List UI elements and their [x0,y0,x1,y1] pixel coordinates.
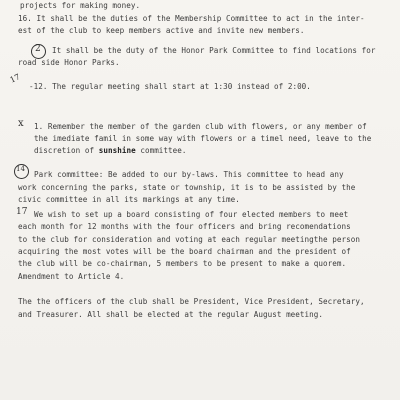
x-mark: x [18,118,24,129]
text-line: the club will be co-chairman, 5 members to be present to make a quorem. [18,259,347,268]
text-line: projects for making money. [20,1,141,10]
text-line: to the club for consideration and voting at each regular meetingthe person [18,235,361,244]
circled-number-2: 2 [31,44,45,58]
handwritten-number-17: 17 [16,207,28,217]
text-line: The the officers of the club shall be President, Vice President, Secretary, [18,297,365,306]
text-line: road side Honor Parks. [18,58,120,67]
text-line: discretion of sunshine committee. [34,146,187,155]
text-line: each month for 12 months with the four officers and bring recomendations [18,222,351,231]
text-line: est of the club to keep members active and invite new members. [18,26,305,35]
text-line: It shall be the duty of the Honor Park Committee to find locations for [52,46,376,55]
text-line: 16. It shall be the duties of the Membership Committee to act in the inter- [18,14,365,23]
text-line: civic committee in all its markings at any time. [18,195,240,204]
text-line: We wish to set up a board consisting of four elected members to meet [34,210,349,219]
text-line: the imediate famil in some way with flowers or a timel need, leave to the [34,134,372,143]
text-line: work concerning the parks, state or township, it is to be assisted by the [18,183,356,192]
handwritten-note-17: 17 [8,72,22,85]
text-line: and Treasurer. All shall be elected at the regular August meeting. [18,310,324,319]
text-line: acquiring the most votes will be the board chairman and the president of [18,247,351,256]
text-line: Park committee: Be added to our by-laws. This committee to head any [34,170,344,179]
circled-number-14: 14 [14,164,28,178]
text-line: -12. The regular meeting shall start at 1:30 instead of 2:00. [29,82,311,91]
text-line: 1. Remember the member of the garden club with flowers, or any member of [34,122,367,131]
text-line: Amendment to Article 4. [18,272,125,281]
